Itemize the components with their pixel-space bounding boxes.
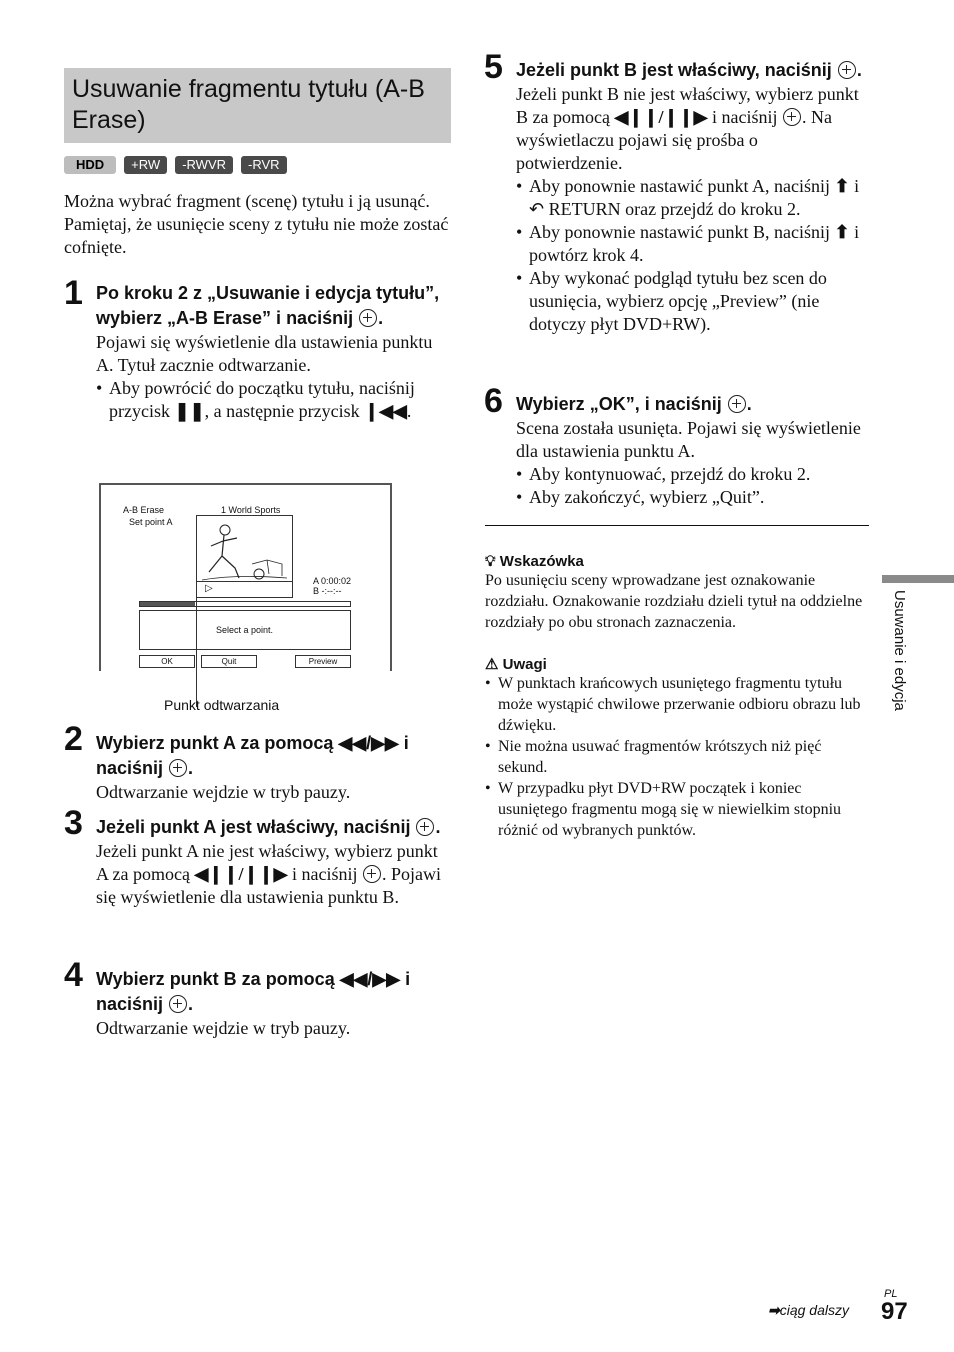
step-4-heading: Wybierz punkt B za pomocą ◀◀/▶▶ i naciśnij . [96, 969, 411, 1014]
timeline-bar[interactable] [139, 601, 351, 607]
step-5-body-b: i naciśnij [711, 107, 778, 127]
up-arrow-icon: ⬆ [834, 222, 850, 242]
up-arrow-icon: ⬆ [834, 176, 850, 196]
step-4-heading-a: Wybierz punkt B za pomocą [96, 969, 335, 989]
ab-erase-screen [99, 483, 392, 671]
rewind-ff-icon: ◀◀/▶▶ [339, 969, 401, 989]
step-1-bullet [96, 377, 451, 423]
step-6-bullet-2: • Aby zakończyć, wybierz „Quit”. [516, 486, 868, 509]
step-6-heading: Wybierz „OK”, i naciśnij . [516, 394, 752, 414]
screen-prompt-label: Set point A [129, 517, 173, 527]
note-item: • Nie można usuwać fragmentów krótszych niż pięć sekund. [485, 736, 869, 778]
step-1-heading-text: Po kroku 2 z „Usuwanie i edycja tytułu”, wybierz „A-B Erase” i naciśnij [96, 283, 440, 328]
step-5 [516, 58, 868, 336]
enter-icon [838, 61, 856, 79]
step-5-bullet-2-a: Aby ponownie nastawić punkt B, naciśnij [529, 222, 830, 242]
page-title: Usuwanie fragmentu tytułu (A-B Erase) [72, 75, 425, 134]
hint-section [485, 553, 869, 633]
side-section-label: Usuwanie i edycja [891, 590, 908, 711]
step-5-number: 5 [484, 48, 503, 86]
step-3-heading: Jeżeli punkt A jest właściwy, naciśnij . [96, 817, 441, 837]
section-title-band [64, 68, 451, 143]
badge-minus-rwvr: -RWVR [175, 156, 233, 174]
page-number: 97 [881, 1298, 908, 1325]
step-1-body: Pojawi się wyświetlenie dla ustawienia punktu A. Tytuł zacznie odtwarzanie. [96, 332, 433, 375]
step-3-body-c: . Pojawi się wyświetlenie dla ustawienia punktu B. [96, 864, 441, 907]
continued-note [768, 1302, 849, 1319]
step-6-heading-a: Wybierz „OK”, i naciśnij [516, 394, 722, 414]
badge-hdd: HDD [64, 156, 116, 174]
step-1-number: 1 [64, 274, 83, 312]
step-5-heading-a: Jeżeli punkt B jest właściwy, naciśnij [516, 60, 832, 80]
format-badges [64, 156, 287, 174]
enter-icon [169, 759, 187, 777]
enter-icon [783, 108, 801, 126]
badge-minus-rvr: -RVR [241, 156, 287, 174]
step-3-body-b: i naciśnij [291, 864, 358, 884]
notes-heading [485, 655, 869, 673]
step-3-heading-a: Jeżeli punkt A jest właściwy, naciśnij [96, 817, 411, 837]
video-thumbnail [196, 515, 293, 598]
step-3 [96, 815, 451, 909]
step-5-body [516, 83, 868, 175]
hint-heading-text: Wskazówka [499, 553, 584, 570]
step-2-heading-b: i naciśnij [96, 733, 409, 778]
message-box [139, 610, 351, 650]
lightbulb-icon: 💡︎ [485, 553, 496, 570]
step-2-heading-a: Wybierz punkt A za pomocą [96, 733, 334, 753]
step-2 [96, 731, 451, 804]
screen-message: Select a point. [216, 625, 274, 635]
enter-icon [169, 995, 187, 1013]
screen-mode-label: A-B Erase [123, 505, 165, 515]
step-1-bullet-text-a: Aby powrócić do początku tytułu, naciśnij przycisk [109, 378, 415, 421]
hint-heading [485, 553, 869, 570]
step-1-bullet-end: . [406, 401, 412, 421]
prev-icon: ❙◀◀ [364, 401, 407, 421]
step-6-bullet-1: • Aby kontynuować, przejdź do kroku 2. [516, 463, 868, 486]
step-5-bullet-3: • Aby wykonać podgląd tytułu bez scen do usunięcia, wybierz opcję „Preview” (nie dotyczy płyt DVD+RW). [516, 267, 868, 336]
step-5-bullet-2 [516, 221, 868, 267]
step-6-number: 6 [484, 382, 503, 420]
step-5-bullet-1-a: Aby ponownie nastawić punkt A, naciśnij [529, 176, 830, 196]
step-4-number: 4 [64, 956, 83, 994]
continued-text: ciąg dalszy [779, 1302, 849, 1318]
note-item: • W punktach krańcowych usuniętego fragmentu tytułu może wystąpić chwilowe przerwanie odbioru obrazu lub dźwięku. [485, 673, 869, 736]
step-4-body: Odtwarzanie wejdzie w tryb pauzy. [96, 1018, 351, 1038]
enter-icon [363, 865, 381, 883]
step-5-bullet-1-b: i [854, 176, 860, 196]
diagram-caption: Punkt odtwarzania [164, 697, 280, 713]
play-icon: ▷ [205, 583, 213, 594]
screen-ok-button[interactable]: OK [139, 655, 195, 668]
rewind-ff-icon: ◀◀/▶▶ [338, 733, 399, 753]
enter-icon [728, 395, 746, 413]
step-3-body-a: Jeżeli punkt A nie jest właściwy, wybierz punkt A za pomocą [96, 841, 438, 884]
step-5-body-a: Jeżeli punkt B nie jest właściwy, wybierz punkt B za pomocą [516, 84, 859, 127]
step-1-heading: Po kroku 2 z „Usuwanie i edycja tytułu”, wybierz „A-B Erase” i naciśnij . [96, 283, 440, 328]
step-2-heading: Wybierz punkt A za pomocą ◀◀/▶▶ i naciśnij . [96, 733, 409, 778]
note-item: • W przypadku płyt DVD+RW początek i koniec usuniętego fragmentu mogą się w niewielkim stopniu różnić od wybranych punktów. [485, 778, 869, 841]
notes-heading-text: Uwagi [502, 656, 547, 673]
step-5-bullet-1 [516, 175, 868, 221]
language-label: PL [884, 1288, 898, 1300]
notes-section [485, 655, 869, 841]
enter-icon [359, 309, 377, 327]
step-2-number: 2 [64, 720, 83, 758]
step-frame-icon: ◀❙❙/❙❙▶ [614, 107, 708, 127]
step-5-body-c: . Na wyświetlaczu pojawi się prośba o potwierdzenie. [516, 107, 832, 173]
side-tab-bar [882, 575, 954, 583]
section-divider [485, 525, 869, 526]
warning-icon: ⚠︎ [485, 656, 499, 673]
screen-quit-button[interactable]: Quit [201, 655, 257, 668]
intro-text: Można wybrać fragment (scenę) tytułu i ją usunąć. Pamiętaj, że usunięcie sceny z tytułu nie może zostać cofnięte. [64, 191, 449, 257]
playback-point-line [196, 597, 197, 707]
step-frame-icon: ◀❙❙/❙❙▶ [194, 864, 288, 884]
step-3-body [96, 840, 451, 909]
step-5-bullet-1-c: RETURN oraz przejdź do kroku 2. [548, 199, 801, 219]
step-5-heading: Jeżeli punkt B jest właściwy, naciśnij . [516, 60, 862, 80]
screen-point-a: A 0:00:02 [313, 576, 352, 586]
return-icon: ↶ [529, 199, 545, 219]
step-4-heading-b: i naciśnij [96, 969, 411, 1014]
step-1 [96, 281, 451, 423]
step-3-number: 3 [64, 804, 83, 842]
step-2-body: Odtwarzanie wejdzie w tryb pauzy. [96, 782, 351, 802]
screen-preview-button[interactable]: Preview [295, 655, 351, 668]
screen-title-label: 1 World Sports [221, 505, 281, 515]
enter-icon [416, 818, 434, 836]
timeline-progress [140, 602, 195, 606]
step-6 [516, 392, 868, 509]
hint-text: Po usunięciu sceny wprowadzane jest oznakowanie rozdziału. Oznakowanie rozdziału dzieli tytuł na oddzielne rozdziały po obu stronach zaznaczenia. [485, 572, 863, 631]
step-4 [96, 967, 451, 1040]
step-6-body: Scena została usunięta. Pojawi się wyświetlenie dla ustawienia punktu A. [516, 418, 861, 461]
pause-icon: ❚❚ [174, 401, 205, 421]
thumb-controls [197, 581, 292, 597]
screen-point-b: B -:--:-- [313, 586, 342, 596]
badge-plus-rw: +RW [124, 156, 167, 174]
step-5-bullet-2-b: i powtórz krok 4. [529, 222, 860, 265]
step-1-bullet-text-b: , a następnie przycisk [204, 401, 360, 421]
arrow-right-icon: ➡ [768, 1302, 780, 1318]
